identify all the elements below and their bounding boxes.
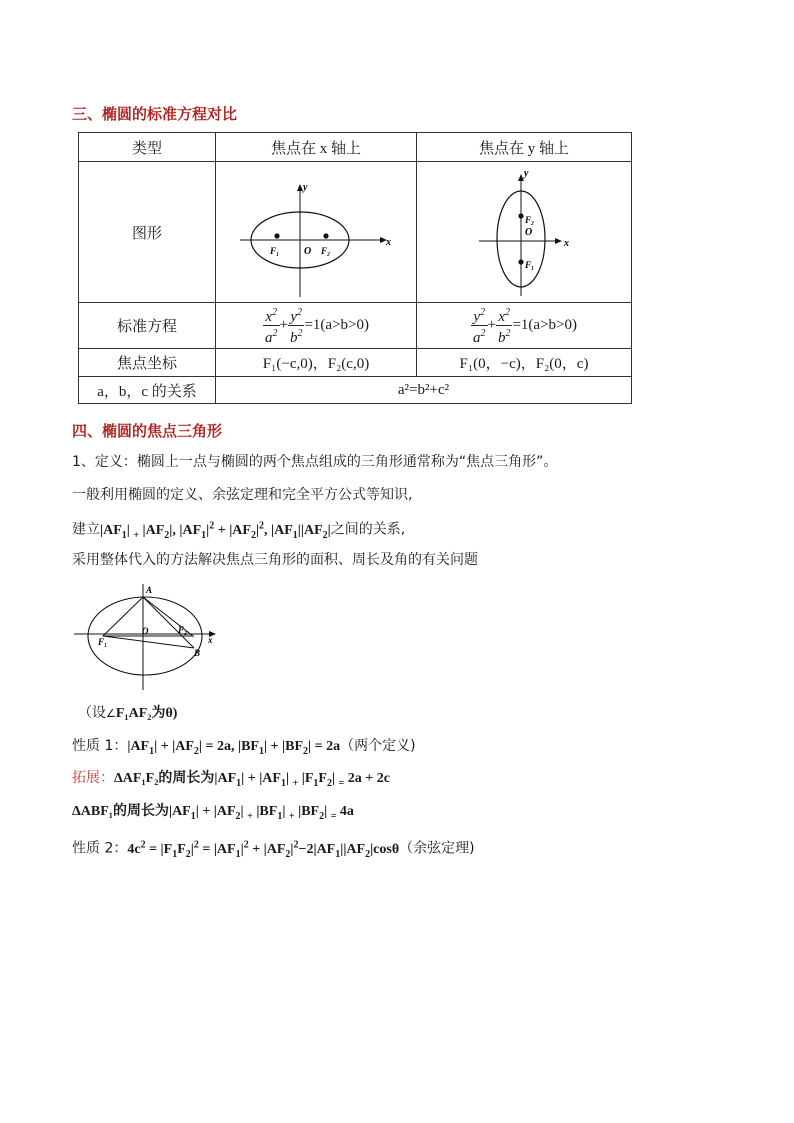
f2-label: F₂ <box>321 246 331 256</box>
triangle-abf1-label: ΔABF₁的周长为 <box>72 804 169 819</box>
ellipse-comparison-table <box>78 132 632 404</box>
extension-label: 拓展： <box>72 770 114 786</box>
equation-condition: =1(a>b>0) <box>304 316 369 333</box>
solve-text: 采用整体代入的方法解决焦点三角形的面积、周长及角的有关问题 <box>72 552 478 568</box>
extension-line <box>72 768 390 794</box>
extension-triangle-label: ΔAF₁F₂的周长为 <box>114 771 215 786</box>
equation-y-cell: $\frac{y^2}{a^2}$ + $\frac{x^2}{b^2}$ =1(a>b>0) <box>417 303 632 349</box>
fraction-x2-b2: $\frac{x^2}{b^2}$ <box>497 307 511 346</box>
label-f1: F₁ <box>98 637 108 647</box>
focus-f2-dot <box>323 233 328 238</box>
x-arrow-icon <box>555 238 562 244</box>
f2-label: F₂ <box>525 215 535 225</box>
label-a: A <box>146 585 153 595</box>
label-x: x <box>208 635 213 645</box>
line-af2b <box>143 597 194 648</box>
fraction-y2-b2: $\frac{y^2}{b^2}$ <box>289 307 303 346</box>
formula-af1-plus-af2: $|AF_1|$ $_+$ $|AF_2|$, $|AF_1|^2 + |AF_2|^2$, $|AF_1||AF_2|$ <box>100 520 331 541</box>
x-axis-ellipse-cell <box>216 162 417 303</box>
focus-f1-dot <box>274 233 279 238</box>
y-label: y <box>524 168 529 179</box>
origin-label: O <box>525 227 533 238</box>
property-1-formula: $|AF_1| + |AF_2| = 2a$, $|BF_1| + |BF_2| = 2a$ <box>127 739 341 757</box>
origin-label: O <box>304 246 312 257</box>
build-suffix: 之间的关系, <box>330 521 406 538</box>
x-axis-ellipse-diagram <box>216 162 416 302</box>
triangle-abf1-formula: $|AF_1| + |AF_2|$ $_+$ $|BF_1|$ $_+$ $|BF_2|$ $_=$ <box>168 804 337 822</box>
label-foci: 焦点坐标 <box>79 349 216 377</box>
set-theta-line <box>78 703 177 724</box>
angle-icon: ∠ <box>106 707 116 720</box>
line-f1b <box>103 636 194 648</box>
f1-label: F₁ <box>270 246 280 256</box>
extension-result: 2a + 2c <box>347 771 390 786</box>
property-2-label: 性质 2： <box>72 840 128 857</box>
equation-x-cell: $\frac{x^2}{a^2}$ + $\frac{y^2}{b^2}$ =1(a>b>0) <box>216 303 417 349</box>
label-b: B <box>194 648 201 658</box>
table-header-row <box>79 133 632 162</box>
relation-cell: a²=b²+c² <box>216 377 632 404</box>
label-equation: 标准方程 <box>79 303 216 349</box>
property-1-label: 性质 1： <box>72 738 128 754</box>
extension-formula: $|AF_1| + |AF_1|$ $_+$ $|F_1F_2|$ $_=$ <box>214 771 345 789</box>
label-relation: a，b，c 的关系 <box>79 377 216 404</box>
table-row-figure <box>79 162 632 303</box>
build-relation-line <box>72 516 405 545</box>
triangle-abf1-result: 4a <box>339 804 354 819</box>
table-row-relation <box>79 377 632 404</box>
foci-x-cell: F₁(−c,0)，F₂(c,0) <box>216 349 417 377</box>
y-label: y <box>303 182 308 193</box>
focus-f2-dot <box>518 213 523 218</box>
property-1-note: （两个定义) <box>340 738 416 754</box>
x-label: x <box>386 237 391 248</box>
section-heading-3: 三、椭圆的标准方程对比 <box>72 105 238 123</box>
label-figure: 图形 <box>79 162 216 303</box>
property-1-line <box>72 736 416 762</box>
set-theta-angle: F₁AF₂ <box>115 706 152 721</box>
equation-condition: =1(a>b>0) <box>512 316 577 333</box>
table-row-foci <box>79 349 632 377</box>
property-2-formula: $4c^2 = |F_1F_2|^2 = |AF_1|^2 + |AF_2|^2-2|AF_1||AF_2|\cos\theta$ <box>127 839 400 860</box>
header-type: 类型 <box>79 133 216 162</box>
table-row-equation <box>79 303 632 349</box>
label-o: O <box>142 626 149 636</box>
f1-label: F₁ <box>525 260 535 270</box>
header-y-axis: 焦点在 y 轴上 <box>417 133 632 162</box>
property-2-line <box>72 835 475 864</box>
set-theta-prefix: （设 <box>78 705 106 721</box>
set-theta-suffix: 为θ) <box>151 706 178 721</box>
section-heading-4: 四、椭圆的焦点三角形 <box>72 422 223 440</box>
method-text: 一般利用椭圆的定义、余弦定理和完全平方公式等知识, <box>72 487 413 503</box>
fraction-y2-a2: $\frac{y^2}{a^2}$ <box>473 307 486 346</box>
header-x-axis: 焦点在 x 轴上 <box>216 133 417 162</box>
y-axis-ellipse-diagram <box>417 162 631 302</box>
definition-text: 1、定义：椭圆上一点与椭圆的两个焦点组成的三角形通常称为“焦点三角形”。 <box>72 454 558 470</box>
focal-triangle-diagram <box>70 582 230 694</box>
label-f2: F₂ <box>178 625 188 635</box>
build-prefix: 建立 <box>72 521 100 538</box>
x-label: x <box>564 238 569 249</box>
focus-f1-dot <box>518 259 523 264</box>
property-2-note: （余弦定理) <box>399 840 475 857</box>
fraction-x2-a2: $\frac{x^2}{a^2}$ <box>265 307 278 346</box>
triangle-abf1-line <box>72 801 354 827</box>
y-axis-ellipse-cell <box>417 162 632 303</box>
foci-y-cell: F₁(0，−c)，F₂(0，c) <box>417 349 632 377</box>
